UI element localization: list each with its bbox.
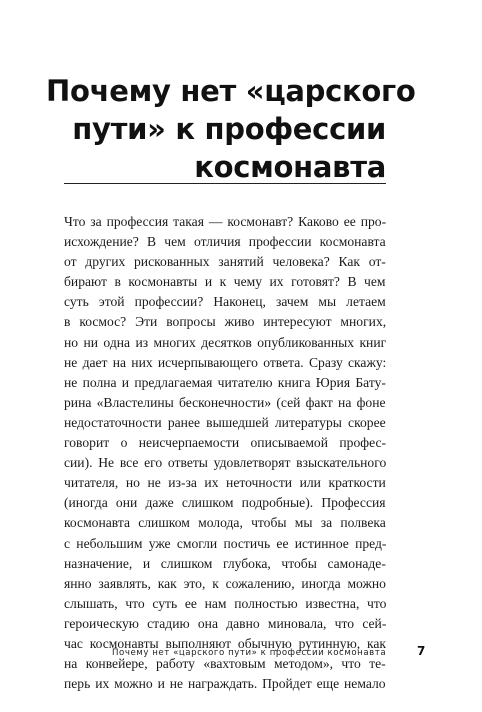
body-line: героическую стадию она давно миновала, что сей- [64, 615, 387, 631]
body-paragraph [64, 212, 386, 694]
body-line: но ни одна из многих десятков опубликованных книг [64, 334, 387, 350]
page-number: 7 [417, 644, 426, 658]
body-line: не полна и предлагаемая читателю книга Юрия Бату- [64, 374, 386, 390]
body-line: от других рискованных занятий человека? Как от- [64, 254, 386, 270]
running-footer: Почему нет «царского пути» к профессии космонавта [112, 648, 387, 658]
body-line: говорит о неисчерпаемости описываемой профес- [64, 435, 387, 451]
body-line: сии). Не все его ответы удовлетворят взыскательного [64, 455, 387, 471]
chapter-title [46, 72, 416, 186]
body-line: суть этой профессии? Наконец, зачем мы летаем [64, 294, 386, 310]
body-line: бирают в космонавты и к чему их готовят? В чем [64, 274, 386, 290]
body-line: Что за профессия такая — космонавт? Каково ее про- [64, 214, 387, 229]
body-line: с небольшим уже смогли постичь ее истинное пред- [64, 535, 387, 551]
body-line: космонавта слишком молода, чтобы мы за полвека [64, 515, 386, 531]
body-line: перь их можно и не награждать. Пройдет еще немало [64, 676, 386, 692]
body-line: читателя, но не из-за их неточности или краткости [64, 475, 386, 491]
body-line: в космос? Эти вопросы живо интересуют многих, [64, 314, 387, 330]
body-line: назначение, и слишком глубока, чтобы самонаде- [64, 555, 386, 571]
title-divider [64, 183, 386, 184]
body-line: недостаточности ранее вышедшей литературы скорее [64, 414, 386, 430]
chapter-title-line: Почему нет «царского [46, 74, 416, 108]
body-line: на конвейере, работу «вахтовым методом», что те- [64, 656, 386, 672]
body-line: исхождение? В чем отличия профессии космонавта [64, 234, 386, 250]
body-line: рина «Властелины бесконечности» (сей факт на фоне [64, 394, 386, 410]
body-line: слышать, что суть ее нам полностью известна, что [64, 595, 387, 611]
chapter-title-line: космонавта [194, 150, 386, 184]
body-line: янно заявлять, как это, к сожалению, иногда можно [64, 575, 386, 591]
chapter-title-line: пути» к профессии [72, 112, 386, 146]
body-line: (иногда они даже слишком подробные). Профессия [64, 495, 386, 511]
body-line: не дает на них исчерпывающего ответа. Сразу скажу: [64, 354, 387, 370]
body-line: час космонавты выполняют обычную рутинную, как [64, 635, 386, 651]
